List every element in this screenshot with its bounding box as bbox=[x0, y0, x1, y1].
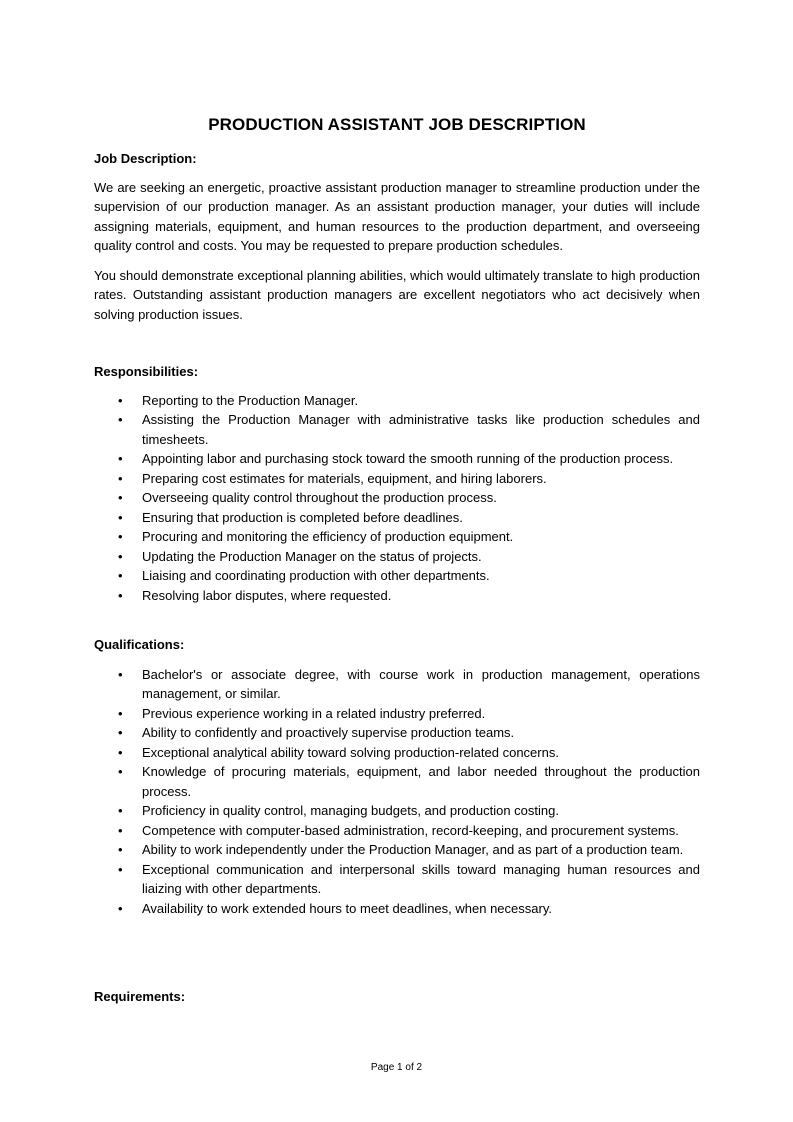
list-item-text: Preparing cost estimates for materials, equipment, and hiring laborers. bbox=[142, 470, 547, 486]
list-item-text: Ability to confidently and proactively supervise production teams. bbox=[142, 725, 515, 740]
list-item bbox=[94, 704, 700, 724]
list-item bbox=[94, 743, 700, 763]
list-item bbox=[94, 665, 700, 704]
list-item-text: Knowledge of procuring materials, equipment, and labor needed throughout the production process. bbox=[142, 764, 700, 799]
document-body bbox=[94, 114, 700, 1007]
bullet-icon: • bbox=[118, 490, 123, 505]
list-item bbox=[94, 821, 700, 841]
list-item-text: Competence with computer-based administration, record-keeping, and procurement systems. bbox=[142, 822, 679, 838]
list-item bbox=[94, 469, 700, 489]
list-item bbox=[94, 410, 700, 449]
list-item-text: Resolving labor disputes, where requested. bbox=[142, 587, 392, 603]
list-item bbox=[94, 488, 700, 508]
bullet-icon: • bbox=[118, 900, 123, 916]
list-item-text: Overseeing quality control throughout the production process. bbox=[142, 490, 497, 505]
list-item bbox=[94, 801, 700, 821]
bullet-icon: • bbox=[118, 861, 123, 877]
responsibilities-list bbox=[94, 391, 700, 606]
bullet-icon: • bbox=[118, 529, 123, 544]
document-title: PRODUCTION ASSISTANT JOB DESCRIPTION bbox=[208, 115, 586, 134]
list-item bbox=[94, 586, 700, 606]
list-item-text: Procuring and monitoring the efficiency of production equipment. bbox=[142, 529, 514, 544]
list-item bbox=[94, 899, 700, 919]
bullet-icon: • bbox=[118, 587, 123, 603]
list-item bbox=[94, 391, 700, 411]
list-item bbox=[94, 840, 700, 860]
qualifications-list bbox=[94, 665, 700, 919]
list-item-text: Availability to work extended hours to meet deadlines, when necessary. bbox=[142, 900, 552, 916]
list-item-text: Exceptional communication and interpersonal skills toward managing human resources and liaizing with other departments. bbox=[142, 861, 700, 896]
list-item-text: Updating the Production Manager on the status of projects. bbox=[142, 548, 482, 564]
job-description-heading: Job Description: bbox=[94, 151, 197, 166]
bullet-icon: • bbox=[118, 842, 123, 857]
list-item-text: Exceptional analytical ability toward solving production-related concerns. bbox=[142, 744, 559, 760]
list-item-text: Liaising and coordinating production with other departments. bbox=[142, 568, 490, 583]
list-item bbox=[94, 527, 700, 547]
bullet-icon: • bbox=[118, 822, 123, 838]
list-item bbox=[94, 508, 700, 528]
list-item bbox=[94, 723, 700, 743]
bullet-icon: • bbox=[118, 392, 123, 408]
qualifications-heading: Qualifications: bbox=[94, 637, 185, 652]
bullet-icon: • bbox=[118, 470, 123, 486]
job-description-paragraph-2: You should demonstrate exceptional planning abilities, which would ultimately translate to high production rates. Outstanding assistant production managers are excellent negotiators who act decisively when solving production issues. bbox=[94, 267, 700, 322]
list-item bbox=[94, 449, 700, 469]
list-item-text: Appointing labor and purchasing stock toward the smooth running of the production process. bbox=[142, 451, 674, 466]
list-item bbox=[94, 762, 700, 801]
bullet-icon: • bbox=[118, 744, 123, 760]
list-item bbox=[94, 547, 700, 567]
bullet-icon: • bbox=[118, 451, 123, 466]
list-item bbox=[94, 860, 700, 899]
requirements-heading: Requirements: bbox=[94, 989, 186, 1004]
list-item-text: Assisting the Production Manager with administrative tasks like production schedules and timesheets. bbox=[142, 412, 700, 447]
responsibilities-heading: Responsibilities: bbox=[94, 364, 199, 379]
list-item-text: Ensuring that production is completed before deadlines. bbox=[142, 509, 463, 525]
list-item-text: Bachelor's or associate degree, with course work in production management, operations management, or similar. bbox=[142, 666, 700, 701]
list-item-text: Reporting to the Production Manager. bbox=[142, 392, 359, 408]
bullet-icon: • bbox=[118, 568, 123, 583]
list-item-text: Proficiency in quality control, managing budgets, and production costing. bbox=[142, 803, 559, 818]
list-item bbox=[94, 566, 700, 586]
job-description-paragraph-1: We are seeking an energetic, proactive assistant production manager to streamline production under the supervision of our production manager. As an assistant production manager, your duties will include assigning materials, equipment, and human resources to the production department, and overseeing quality control and costs. You may be requested to prepare production schedules. bbox=[94, 179, 700, 253]
bullet-icon: • bbox=[118, 764, 123, 779]
bullet-icon: • bbox=[118, 725, 123, 740]
bullet-icon: • bbox=[118, 666, 123, 682]
bullet-icon: • bbox=[118, 412, 123, 427]
bullet-icon: • bbox=[118, 705, 123, 721]
bullet-icon: • bbox=[118, 803, 123, 818]
bullet-icon: • bbox=[118, 509, 123, 525]
page-number: Page 1 of 2 bbox=[370, 1062, 423, 1073]
bullet-icon: • bbox=[118, 548, 123, 564]
list-item-text: Ability to work independently under the Production Manager, and as part of a production team. bbox=[142, 842, 684, 857]
list-item-text: Previous experience working in a related industry preferred. bbox=[142, 705, 486, 721]
